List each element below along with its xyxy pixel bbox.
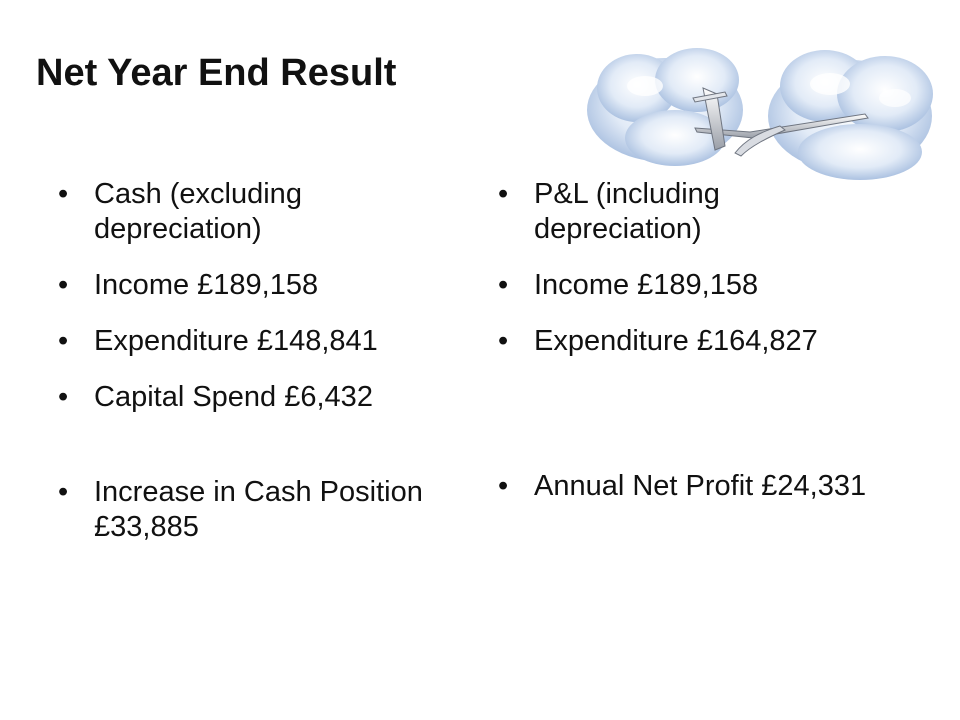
cash-income-item: • Income £189,158 <box>58 268 448 303</box>
cash-increase-item: • Increase in Cash Position £33,885 <box>58 475 448 545</box>
cash-column <box>58 177 448 566</box>
pl-column <box>498 177 888 525</box>
cash-expenditure-item: • Expenditure £148,841 <box>58 324 448 359</box>
cash-heading-item: • Cash (excluding depreciation) <box>58 177 448 247</box>
cash-capital-spend-item: • Capital Spend £6,432 <box>58 380 448 415</box>
glider-in-clouds-icon <box>575 28 950 188</box>
slide-title: Net Year End Result <box>36 52 397 94</box>
pl-heading-item: • P&L (including depreciation) <box>498 177 888 247</box>
pl-net-profit-item: • Annual Net Profit £24,331 <box>498 469 888 504</box>
pl-income-item: • Income £189,158 <box>498 268 888 303</box>
pl-expenditure-item: • Expenditure £164,827 <box>498 324 888 359</box>
